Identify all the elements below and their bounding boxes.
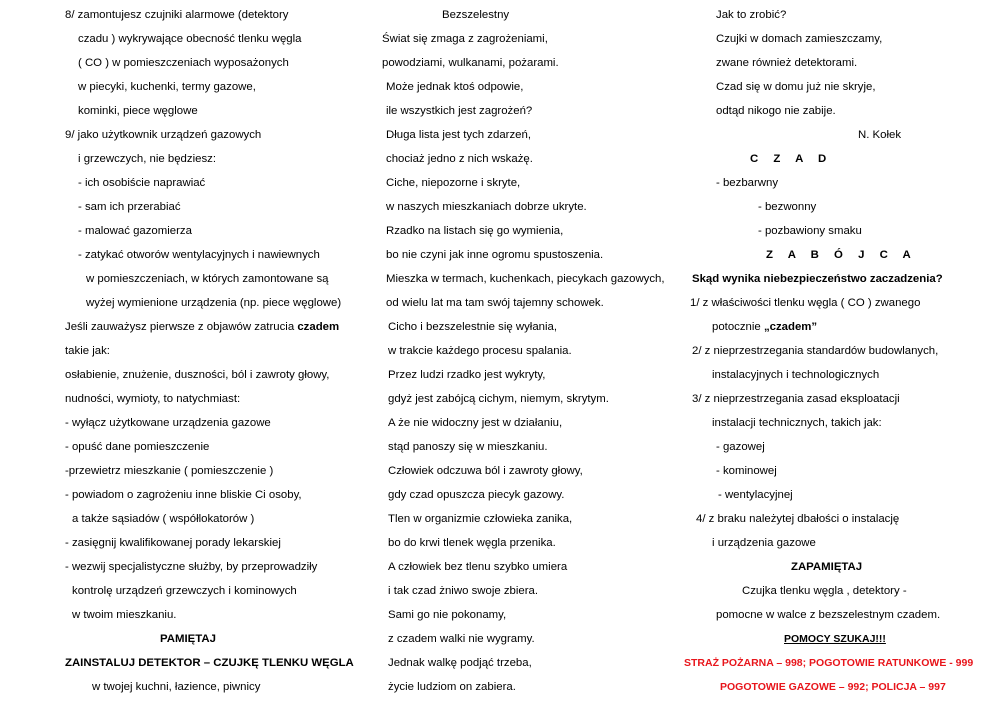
poem-title: Bezszelestny <box>442 9 510 21</box>
text-span: potocznie <box>712 321 764 333</box>
remember-heading: PAMIĘTAJ <box>160 633 216 645</box>
install-detector-heading: ZAINSTALUJ DETEKTOR – CZUJKĘ TLENKU WĘGLA <box>65 657 354 669</box>
poem-line: ile wszystkich jest zagrożeń? <box>386 105 533 117</box>
text-line: - powiadom o zagrożeniu inne bliskie Ci osoby, <box>65 489 302 501</box>
text-line: czadu ) wykrywające obecność tlenku węgla <box>78 33 302 45</box>
emergency-numbers-line: POGOTOWIE GAZOWE – 992; POLICJA – 997 <box>720 681 946 693</box>
poem-line: Długa lista jest tych zdarzeń, <box>386 129 531 141</box>
poem-line: Przez ludzi rzadko jest wykryty, <box>388 369 546 381</box>
poem-line: bo do krwi tlenek węgla przenika. <box>388 537 556 549</box>
poem-line: życie ludziom on zabiera. <box>388 681 516 693</box>
poem-line: chociaż jedno z nich wskażę. <box>386 153 533 165</box>
poem-author: N. Kołek <box>858 129 902 141</box>
text-line: pomocne w walce z bezszelestnym czadem. <box>716 609 941 621</box>
text-line: 2/ z nieprzestrzegania standardów budowlanych, <box>692 345 939 357</box>
text-line: instalacyjnych i technologicznych <box>712 369 880 381</box>
poem-line: zwane również detektorami. <box>716 57 858 69</box>
text-line: i grzewczych, nie będziesz: <box>78 153 217 165</box>
text-line: - gazowej <box>716 441 765 453</box>
poem-line: Jak to zrobić? <box>716 9 787 21</box>
remember-heading: ZAPAMIĘTAJ <box>791 561 863 573</box>
poem-line: stąd panoszy się w mieszkaniu. <box>388 441 548 453</box>
text-span: Jeśli zauważysz pierwsze z objawów zatrucia <box>65 321 298 333</box>
poem-line: odtąd nikogo nie zabije. <box>716 105 836 117</box>
text-line: - malować gazomierza <box>78 225 192 237</box>
text-line: - wentylacyjnej <box>718 489 793 501</box>
text-line: - ich osobiście naprawiać <box>78 177 206 189</box>
text-line: w piecyki, kuchenki, termy gazowe, <box>78 81 256 93</box>
text-line: - zasięgnij kwalifikowanej porady lekarskiej <box>65 537 281 549</box>
poem-line: A że nie widoczny jest w działaniu, <box>388 417 563 429</box>
text-line: 1/ z właściwości tlenku węgla ( CO ) zwanego <box>690 297 921 309</box>
seek-help-heading: POMOCY SZUKAJ!!! <box>784 633 886 645</box>
text-line: - opuść dane pomieszczenie <box>65 441 210 453</box>
danger-question: Skąd wynika niebezpieczeństwo zaczadzenia? <box>692 273 943 285</box>
poem-line: Czujki w domach zamieszczamy, <box>716 33 883 45</box>
text-line: 8/ zamontujesz czujniki alarmowe (detektory <box>65 9 289 21</box>
text-line: w twoim mieszkaniu. <box>72 609 177 621</box>
text-line: - sam ich przerabiać <box>78 201 181 213</box>
czad-heading: C Z A D <box>750 153 833 165</box>
text-line: kontrolę urządzeń grzewczych i kominowych <box>72 585 297 597</box>
text-line <box>65 320 339 334</box>
poem-line: Sami go nie pokonamy, <box>388 609 507 621</box>
emphasis-word: czadem <box>297 321 340 333</box>
poem-line: w naszych mieszkaniach dobrze ukryte. <box>386 201 587 213</box>
text-line: - pozbawiony smaku <box>758 225 862 237</box>
text-line: - zatykać otworów wentylacyjnych i nawiewnych <box>78 249 320 261</box>
text-line: 9/ jako użytkownik urządzeń gazowych <box>65 129 262 141</box>
text-line: instalacji technicznych, takich jak: <box>712 417 882 429</box>
poem-line: w trakcie każdego procesu spalania. <box>388 345 572 357</box>
text-line: 3/ z nieprzestrzegania zasad eksploatacji <box>692 393 900 405</box>
emergency-numbers-line: STRAŻ POŻARNA – 998; POGOTOWIE RATUNKOWE - 999 <box>684 657 974 669</box>
text-line: a także sąsiadów ( współlokatorów ) <box>72 513 255 525</box>
text-line: i urządzenia gazowe <box>712 537 816 549</box>
poem-line: bo nie czyni jak inne ogromu spustoszenia. <box>386 249 604 261</box>
poem-line: Człowiek odczuwa ból i zawroty głowy, <box>388 465 583 477</box>
text-line: osłabienie, znużenie, duszności, ból i zawroty głowy, <box>65 369 330 381</box>
text-line: Czujka tlenku węgla , detektory - <box>742 585 907 597</box>
poem-line: i tak czad żniwo swoje zbiera. <box>388 585 539 597</box>
text-line: takie jak: <box>65 345 110 357</box>
text-line: -przewietrz mieszkanie ( pomieszczenie ) <box>65 465 274 477</box>
text-line: nudności, wymioty, to natychmiast: <box>65 393 241 405</box>
text-line: - wyłącz użytkowane urządzenia gazowe <box>65 417 271 429</box>
poem-line: Ciche, niepozorne i skryte, <box>386 177 521 189</box>
text-line: kominki, piece węglowe <box>78 105 198 117</box>
poem-line: Rzadko na listach się go wymienia, <box>386 225 564 237</box>
poem-line: Mieszka w termach, kuchenkach, piecykach gazowych, <box>386 273 665 285</box>
text-line: wyżej wymienione urządzenia (np. piece węglowe) <box>86 297 342 309</box>
poem-line: gdyż jest zabójcą cichym, niemym, skrytym. <box>388 393 609 405</box>
poem-line: Tlen w organizmie człowieka zanika, <box>388 513 573 525</box>
text-line: - bezwonny <box>758 201 817 213</box>
text-line <box>712 320 817 334</box>
poem-line: Świat się zmaga z zagrożeniami, <box>382 33 548 45</box>
text-line: 4/ z braku należytej dbałości o instalację <box>696 513 900 525</box>
text-line: - wezwij specjalistyczne służby, by przeprowadziły <box>65 561 318 573</box>
text-line: - kominowej <box>716 465 777 477</box>
poem-line: Jednak walkę podjąć trzeba, <box>388 657 532 669</box>
poem-line: Cicho i bezszelestnie się wyłania, <box>388 321 558 333</box>
text-line: ( CO ) w pomieszczeniach wyposażonych <box>78 57 289 69</box>
poem-line: Może jednak ktoś odpowie, <box>386 81 524 93</box>
poem-line: Czad się w domu już nie skryje, <box>716 81 876 93</box>
poem-line: A człowiek bez tlenu szybko umiera <box>388 561 568 573</box>
text-line: w twojej kuchni, łazience, piwnicy <box>92 681 261 693</box>
poem-line: powodziami, wulkanami, pożarami. <box>382 57 559 69</box>
killer-heading: Z A B Ó J C A <box>766 249 917 261</box>
emphasis-word: „czadem” <box>763 321 818 333</box>
poem-line: od wielu lat ma tam swój tajemny schowek. <box>386 297 604 309</box>
text-line: w pomieszczeniach, w których zamontowane są <box>86 273 329 285</box>
text-line: - bezbarwny <box>716 177 779 189</box>
poem-line: z czadem walki nie wygramy. <box>388 633 535 645</box>
poem-line: gdy czad opuszcza piecyk gazowy. <box>388 489 565 501</box>
